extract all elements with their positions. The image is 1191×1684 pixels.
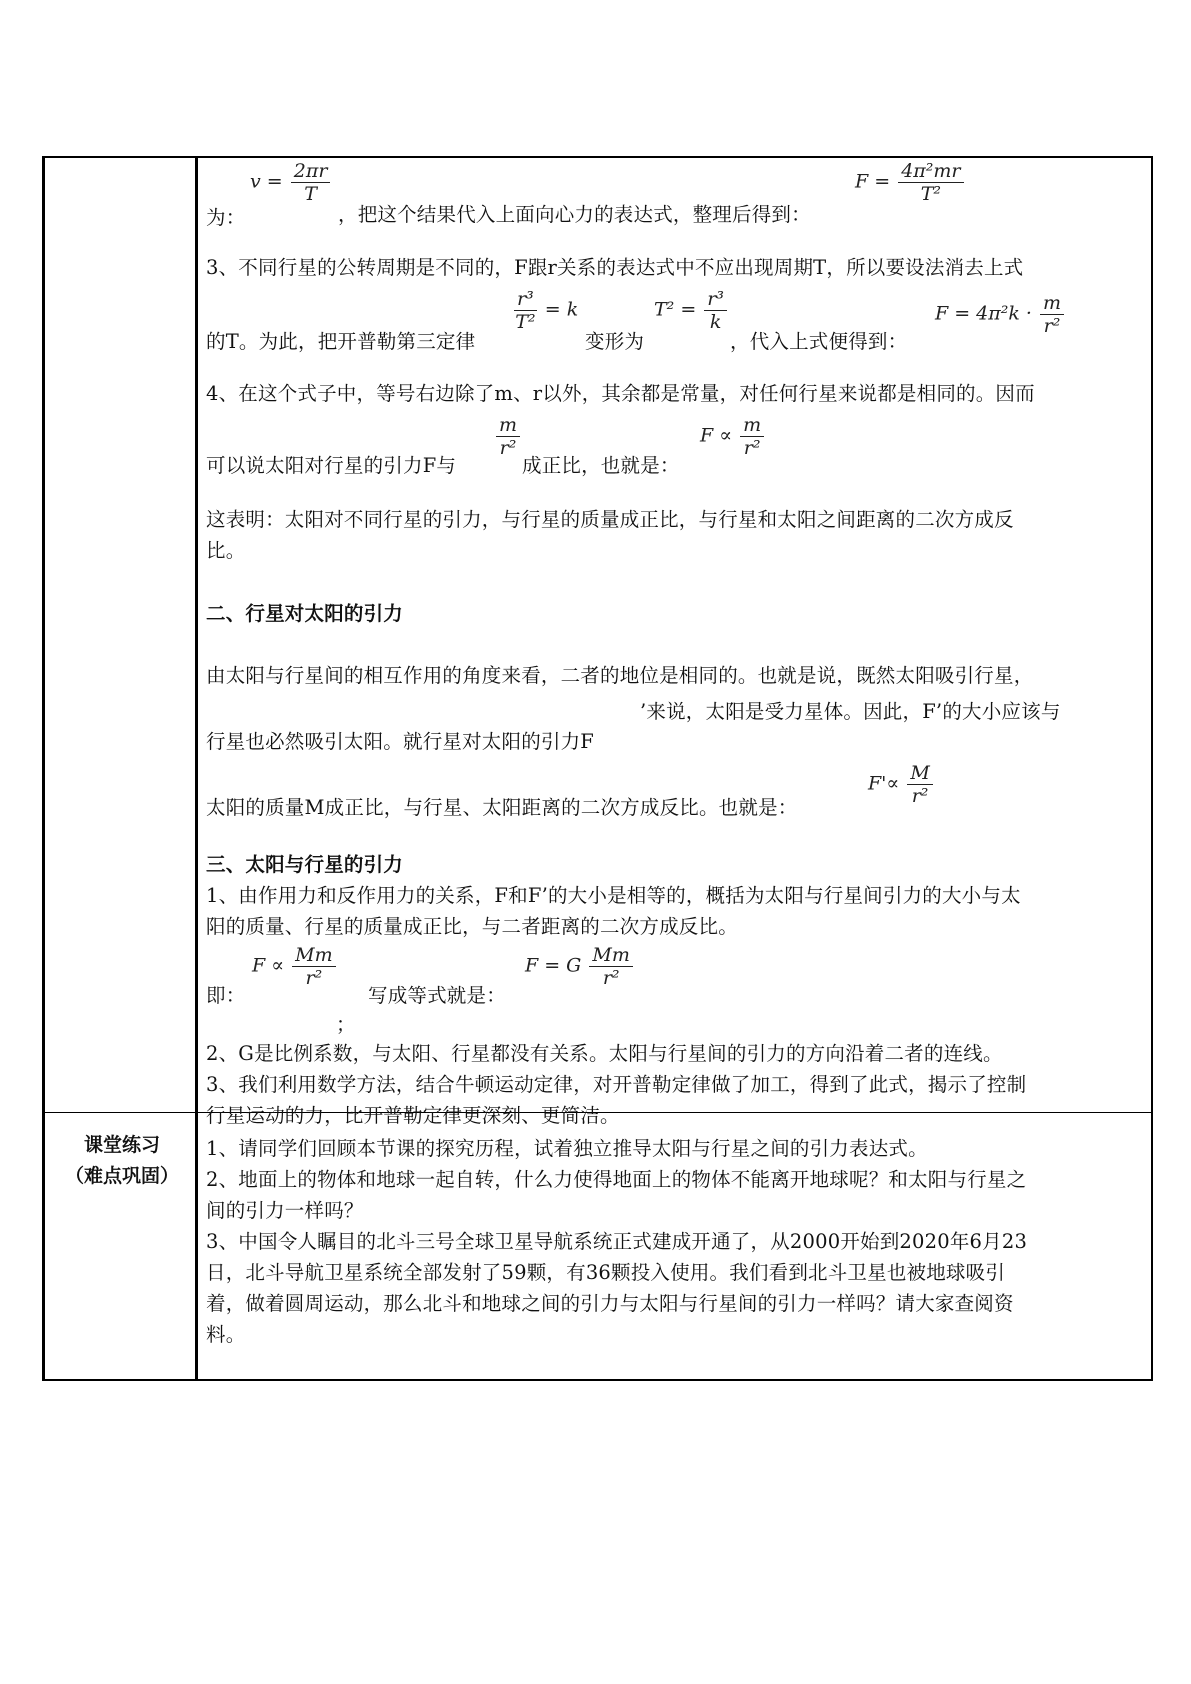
denominator: r² [499,437,517,459]
denominator: T² [515,311,536,333]
fraction [704,288,727,333]
p5-line2: 比。 [206,539,246,562]
p2-text: ，把这个结果代入上面向心力的表达式，整理后得到： [338,203,811,226]
fraction [291,160,331,205]
part2-line3: 行星也必然吸引太阳。就行星对太阳的引力F [206,730,595,753]
formula-reaction-force [868,762,935,807]
practice-q3-line3: 着，做着圆周运动，那么北斗和地球之间的引力与太阳与行星间的引力一样吗？请大家查阅资 [206,1292,1014,1315]
formula-m-over-r2 [494,414,522,459]
part3-line3a: 即： [206,984,246,1007]
denominator: k [709,311,722,333]
denominator: r² [1043,315,1061,337]
formula-velocity-lhs: v = [250,170,283,193]
formula-kepler-rhs: = k [544,298,579,321]
practice-q3-line4: 料。 [206,1323,246,1346]
formula-reaction-force-lhs: F'∝ [868,772,900,795]
fraction [898,160,963,205]
p4-line2b: 成正比，也就是： [522,454,680,477]
part3-line4: 2、G是比例系数，与太阳、行星都没有关系。太阳与行星间的引力的方向沿着二者的连线。 [206,1042,1003,1065]
part3-heading: 三、太阳与行星的引力 [206,853,404,876]
formula-force-k-lhs: F = 4π²k · [935,302,1032,325]
p3-line2b: 变形为 [585,330,645,353]
numerator: Mm [292,944,335,967]
fraction [514,288,537,333]
formula-gravity-law-lhs: F = G [525,954,582,977]
formula-force-period-lhs: F = [855,170,891,193]
p3-line2a: 的T。为此，把开普勒第三定律 [206,330,476,353]
denominator: r² [305,967,323,989]
practice-q2-line1: 2、地面上的物体和地球一起自转，什么力使得地面上的物体不能离开地球呢？和太阳与行星之 [206,1168,1027,1191]
numerator: m [496,414,520,437]
formula-gravity-prop-lhs: F ∝ [252,954,285,977]
fraction [907,762,932,807]
practice-q3-line2: 日，北斗导航卫星系统全部发射了59颗，有36颗投入使用。我们看到北斗卫星也被地球吸引 [206,1261,1006,1284]
formula-gravity-law [525,944,635,989]
numerator: 4π²mr [898,160,963,183]
practice-title: 课堂练习 [83,1134,160,1156]
formula-force-prop-lhs: F ∝ [700,424,733,447]
part2-line1: 由太阳与行星间的相互作用的角度来看，二者的地位是相同的。也就是说，既然太阳吸引行星， [206,664,1034,687]
numerator: m [740,414,764,437]
denominator: r² [911,785,929,807]
denominator: T² [920,183,941,205]
fraction [740,414,764,459]
part3-line2: 阳的质量、行星的质量成正比，与二者距离的二次方成反比。 [206,915,738,938]
part3-line6: 行星运动的力，比开普勒定律更深刻、更简洁。 [206,1104,620,1127]
denominator: r² [602,967,620,989]
p5-line1: 这表明：太阳对不同行星的引力，与行星的质量成正比，与行星和太阳之间距离的二次方成反 [206,508,1014,531]
fraction [292,944,335,989]
part3-line3b: 写成等式就是： [368,984,506,1007]
numerator: 2πr [291,160,331,183]
denominator: r² [743,437,761,459]
numerator: m [1040,292,1064,315]
formula-gravity-prop [252,944,338,989]
formula-kepler-third [512,288,578,333]
p3-line1: 3、不同行星的公转周期是不同的，F跟r关系的表达式中不应出现周期T，所以要设法消去上式 [206,256,1024,279]
p4-line1: 4、在这个式子中，等号右边除了m、r以外，其余都是常量，对任何行星来说都是相同的。因而 [206,382,1035,405]
p3-line2c: ，代入上式便得到： [730,330,908,353]
practice-q2-line2: 间的引力一样吗？ [206,1199,364,1222]
formula-period-squared [654,288,729,333]
formula-force-k [935,292,1066,337]
formula-force-period [855,160,966,205]
formula-period-lhs: T² = [654,298,697,321]
practice-q3-line1: 3、中国令人瞩目的北斗三号全球卫星导航系统正式建成开通了，从2000开始到2020年6月23 [206,1230,1028,1253]
fraction [1040,292,1064,337]
numerator: r³ [704,288,727,311]
part3-semicolon: ； [336,1013,356,1036]
practice-label [52,1130,192,1188]
p4-line2a: 可以说太阳对行星的引力F与 [206,454,457,477]
fraction [496,414,520,459]
part3-line1: 1、由作用力和反作用力的关系，F和F’的大小是相等的，概括为太阳与行星间引力的大小与太 [206,884,1021,907]
part2-line2: ’来说，太阳是受力星体。因此，F’的大小应该与 [640,700,1061,723]
formula-velocity [250,160,332,205]
fraction [589,944,632,989]
practice-subtitle: （难点巩固） [64,1165,179,1187]
p2-prefix: 为： [206,206,246,229]
formula-force-prop [700,414,766,459]
part2-line4: 太阳的质量M成正比，与行星、太阳距离的二次方成反比。也就是： [206,796,798,819]
denominator: T [304,183,317,205]
part2-heading: 二、行星对太阳的引力 [206,602,404,625]
numerator: r³ [514,288,537,311]
part3-line5: 3、我们利用数学方法，结合牛顿运动定律，对开普勒定律做了加工，得到了此式，揭示了控制 [206,1073,1027,1096]
numerator: Mm [589,944,632,967]
column-divider [195,158,198,1379]
numerator: M [907,762,932,785]
practice-q1: 1、请同学们回顾本节课的探究历程，试着独立推导太阳与行星之间的引力表达式。 [206,1137,928,1160]
